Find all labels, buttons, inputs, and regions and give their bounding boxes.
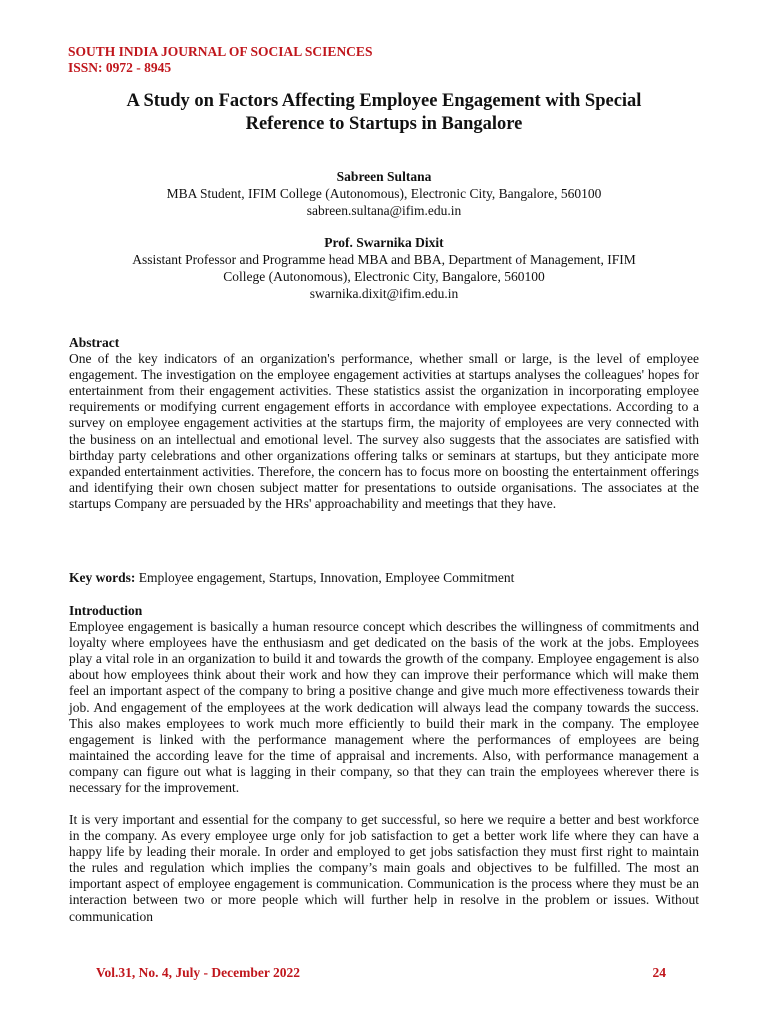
page-number: 24 <box>652 965 666 980</box>
author-affiliation-line-2: College (Autonomous), Electronic City, Bangalore, 560100 <box>223 269 545 284</box>
volume-info: Vol.31, No. 4, July - December 2022 <box>96 965 300 980</box>
author-block-2 <box>60 234 708 302</box>
author-affiliation: MBA Student, IFIM College (Autonomous), Electronic City, Bangalore, 560100 <box>166 186 602 201</box>
keywords-text: Employee engagement, Startups, Innovation, Employee Commitment <box>138 570 515 585</box>
author-name: Prof. Swarnika Dixit <box>324 235 444 250</box>
keywords-label: Key words: <box>69 570 136 585</box>
journal-header <box>68 44 372 76</box>
page-footer <box>96 965 666 981</box>
journal-name: SOUTH INDIA JOURNAL OF SOCIAL SCIENCES <box>68 44 373 59</box>
introduction-paragraph-2-block <box>69 812 699 925</box>
abstract-text: One of the key indicators of an organization's performance, whether small or large, is the level of employee engagement. The investigation on the employee engagement activities at startups analyses the colleagues' hopes for entertainment from their engagement activities. These statistics assist the organization in incorporating employee requirements or modifying current engagement efforts in accordance with employee expectations. According to a survey on employee engagement activities at the startups firm, the majority of employees are very connected with the business on an intellectual and emotional level. The survey also suggests that the associates are satisfied with birthday party celebrations and other organizations offering talks or seminars at startups, but they anticipate more expanded entertainment activities. Therefore, the concern has to focus more on boosting the entertainment offerings and identifying their own chosen subject matter for presentations to outside organisations. The associates at the startups Company are persuaded by the HRs' approachability and meetings that they have. <box>69 351 699 511</box>
author-block-1 <box>60 168 708 219</box>
abstract-heading: Abstract <box>69 335 120 350</box>
title-line-1: A Study on Factors Affecting Employee Engagement with Special <box>126 91 642 111</box>
author-name: Sabreen Sultana <box>336 169 432 184</box>
introduction-heading: Introduction <box>69 603 143 618</box>
journal-issn: ISSN: 0972 - 8945 <box>68 60 172 75</box>
title-line-2: Reference to Startups in Bangalore <box>245 114 523 134</box>
introduction-paragraph-2: It is very important and essential for the company to get successful, so here we require a better and best workforce in the company. As every employee urge only for job satisfaction to get a better work life where they can have a happy life by leading their morale. In order and employed to get jobs satisfaction they must first right to maintain the rules and regulation which implies the company’s main goals and objectives to be fulfilled. The most an important aspect of employee engagement is communication. Communication is the process where they must be an interaction between two or more people which will further help in resolve in the problem or issues. Without communication <box>69 812 699 924</box>
paper-title <box>60 90 708 136</box>
introduction-section <box>69 603 699 796</box>
introduction-paragraph-1: Employee engagement is basically a human resource concept which describes the willingness of commitments and loyalty where employees have the enthusiasm and get dedicated on the basis of the work at the jobs. Employees play a vital role in an organization to build it and towards the growth of the company. Employee engagement is also about how employees think about their work and how they can improve their performance which will make them feel an important aspect of the company to bring a positive change and give much more effectiveness towards their job. And engagement of the employees at the work dedication will always lead the company towards the success. This also makes employees to work much more efficiently to build their mark in the company. The employee engagement is linked with the performance management where the performances of employees are being maintained the according leave for the time of appraisal and increments. Also, with performance management a company can figure out what is lagging in their company, so that they can train the employees wherever there is necessary for the improvement. <box>69 619 699 796</box>
author-email: sabreen.sultana@ifim.edu.in <box>306 203 462 218</box>
author-email: swarnika.dixit@ifim.edu.in <box>309 286 459 301</box>
keywords-section <box>69 570 699 586</box>
abstract-section <box>69 335 699 512</box>
author-affiliation-line-1: Assistant Professor and Programme head MBA and BBA, Department of Management, IFIM <box>132 252 636 267</box>
